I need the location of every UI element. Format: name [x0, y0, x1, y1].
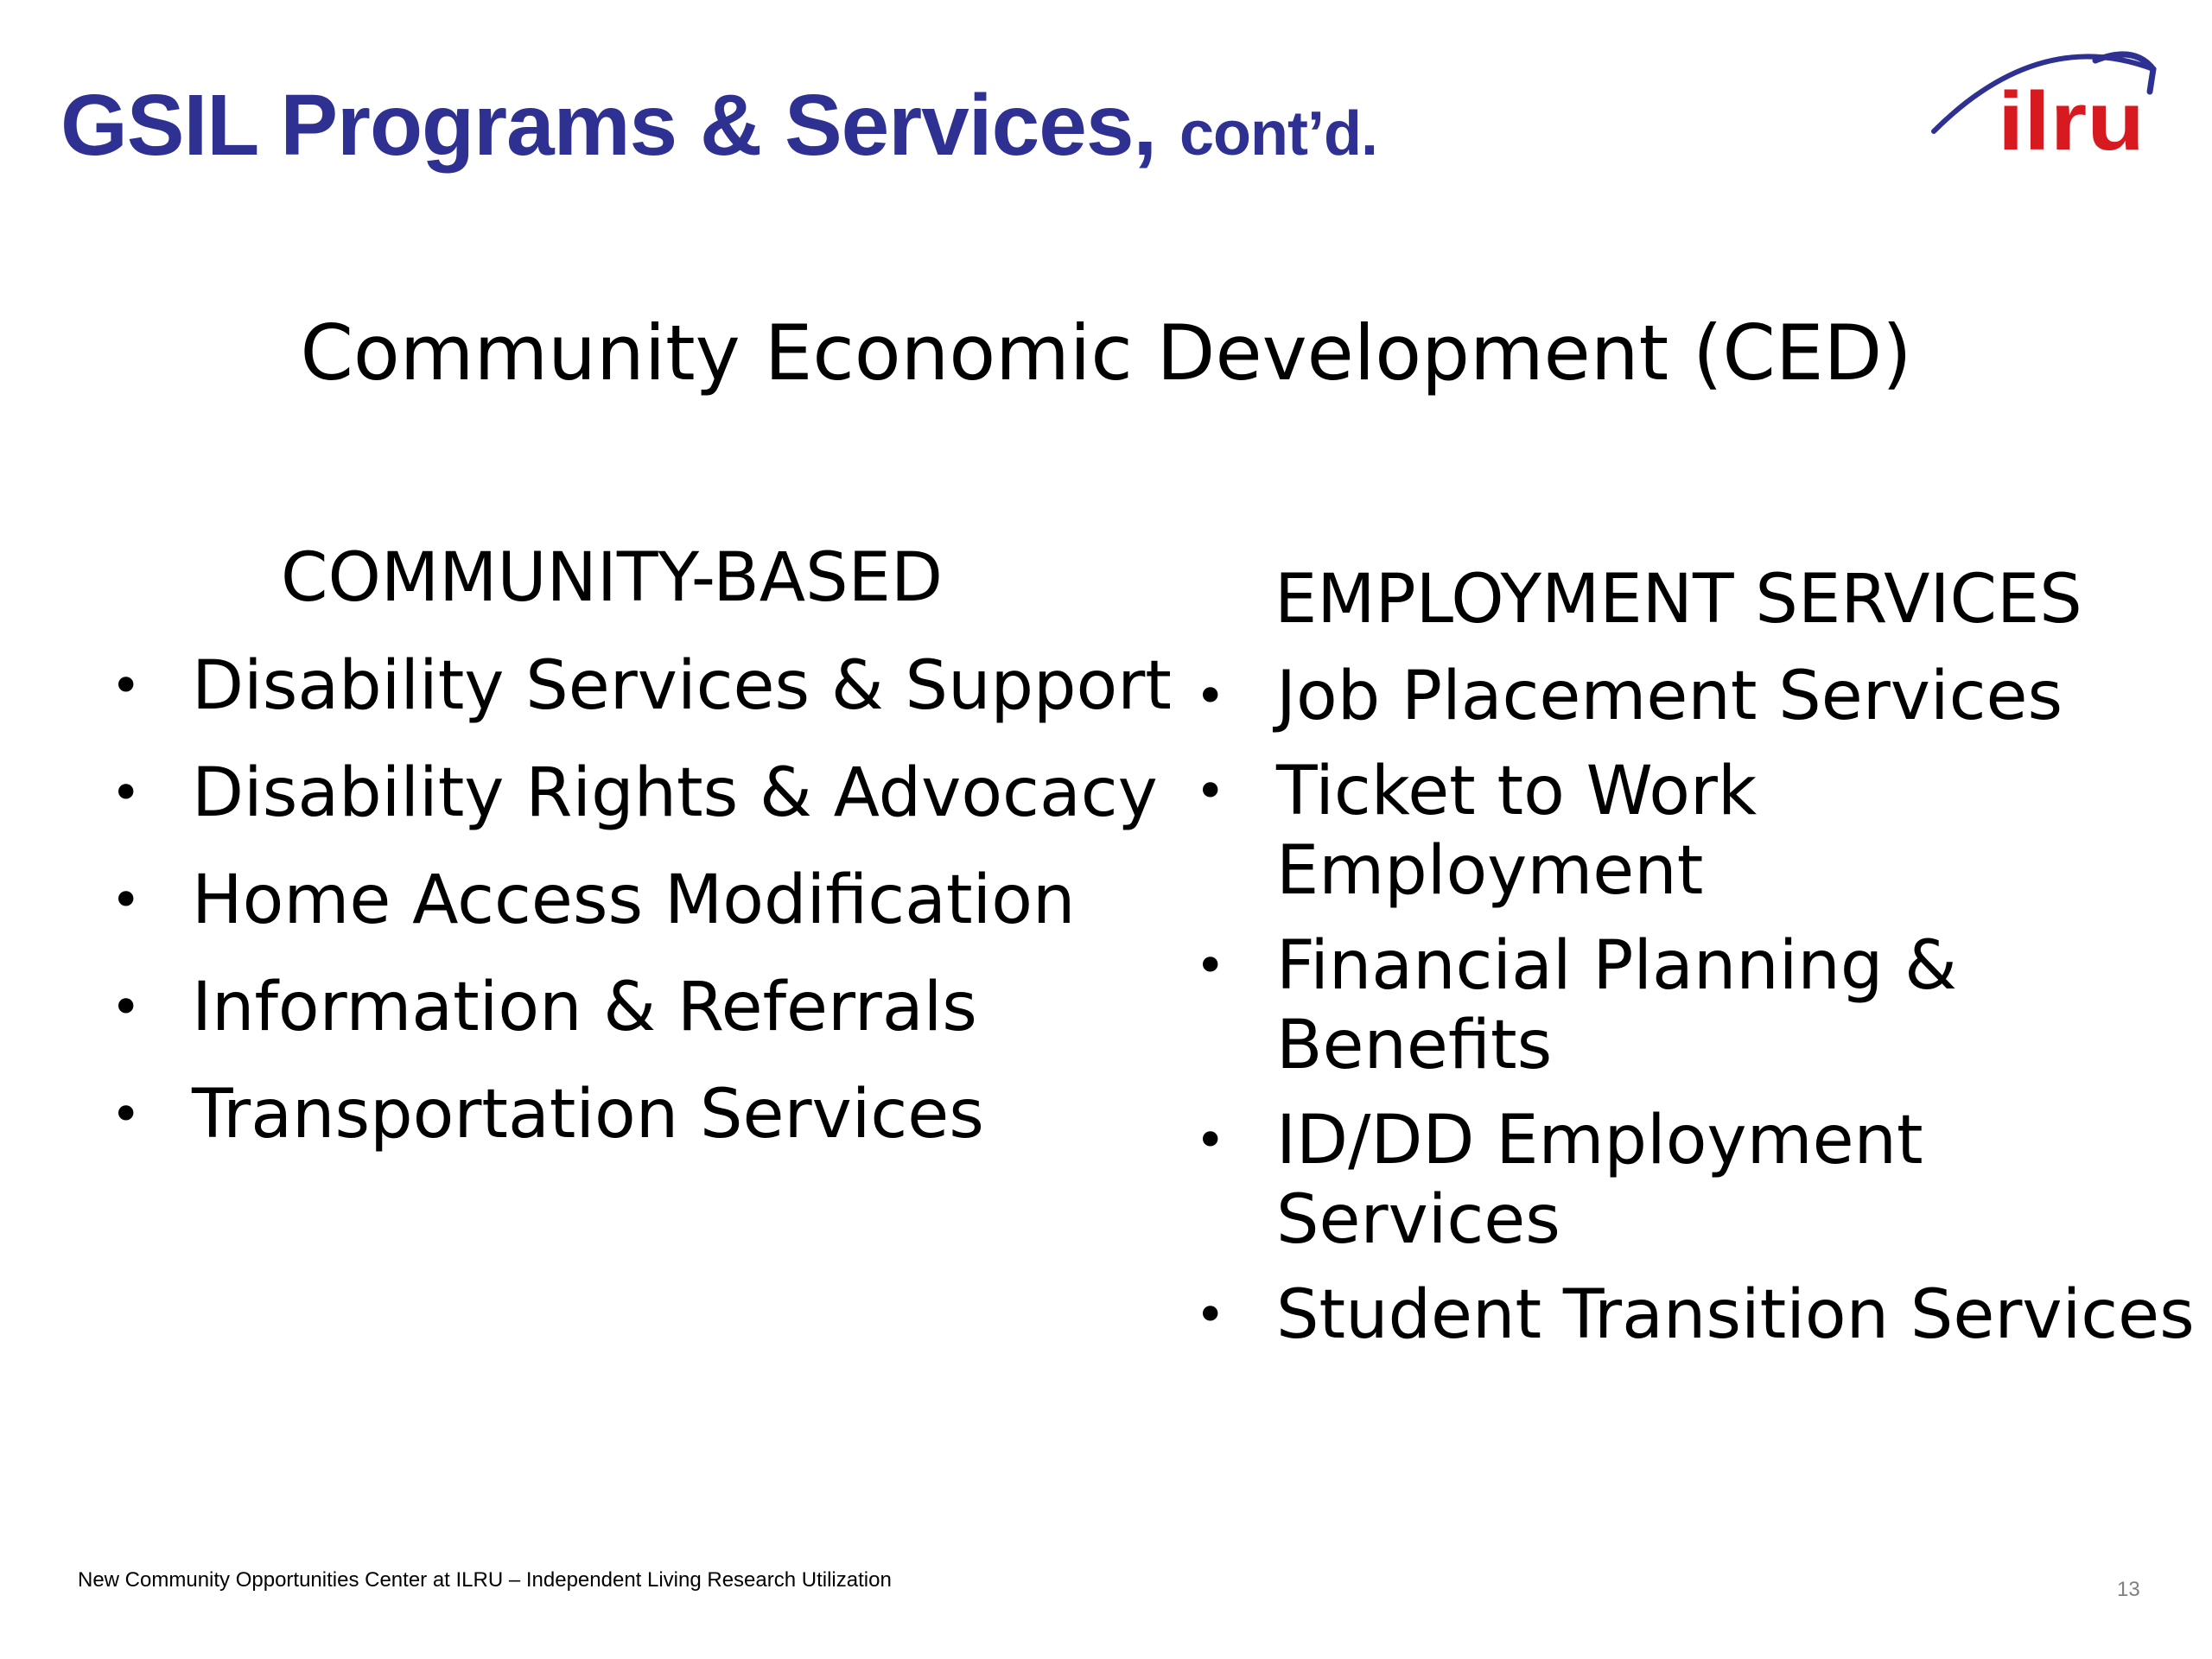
- page-number: 13: [2117, 1578, 2140, 1601]
- list-item-text: Disability Rights & Advocacy: [192, 754, 1158, 832]
- slide-title-main: GSIL Programs & Services,: [60, 77, 1157, 174]
- bullet-icon: •: [111, 870, 142, 931]
- list-item: [95, 861, 1175, 940]
- list-item-text: Transportation Services: [192, 1076, 984, 1154]
- employment-services-list: [1179, 657, 2199, 1370]
- bullet-icon: •: [1195, 666, 1226, 727]
- ilru-logo: [1927, 35, 2160, 164]
- bullet-icon: •: [111, 1084, 142, 1145]
- bullet-icon: •: [1195, 936, 1226, 996]
- list-item-text: Student Transition Services: [1276, 1276, 2195, 1354]
- list-item: [1179, 657, 2199, 736]
- slide-title: [60, 77, 1377, 174]
- footer-text: New Community Opportunities Center at ILRU – Independent Living Research Utilization: [78, 1568, 892, 1592]
- list-item-text: Home Access Modification: [192, 861, 1076, 939]
- list-item-text: Disability Services & Support: [192, 647, 1172, 725]
- list-item: [1179, 752, 2199, 911]
- community-based-heading: COMMUNITY-BASED: [281, 539, 944, 617]
- slide-title-suffix: cont’d.: [1179, 99, 1377, 168]
- bullet-icon: •: [1195, 761, 1226, 822]
- bullet-icon: •: [111, 656, 142, 716]
- list-item: [1179, 1101, 2199, 1260]
- slide-subtitle: Community Economic Development (CED): [300, 308, 1912, 397]
- ilru-logo-text: ilru: [1998, 75, 2145, 164]
- bullet-icon: •: [111, 977, 142, 1038]
- list-item-text: Financial Planning & Benefits: [1276, 927, 1957, 1084]
- list-item: [95, 968, 1175, 1047]
- bullet-icon: •: [1195, 1285, 1226, 1345]
- list-item: [95, 1075, 1175, 1154]
- list-item: [1179, 926, 2199, 1085]
- list-item: [1179, 1275, 2199, 1355]
- bullet-icon: •: [1195, 1110, 1226, 1171]
- list-item-text: Ticket to Work Employment: [1276, 753, 1758, 910]
- list-item: [95, 646, 1175, 726]
- list-item: [95, 753, 1175, 833]
- list-item-text: ID/DD Employment Services: [1276, 1102, 1923, 1259]
- employment-services-heading: EMPLOYMENT SERVICES: [1274, 561, 2082, 639]
- bullet-icon: •: [111, 763, 142, 823]
- community-based-list: [95, 646, 1175, 1182]
- list-item-text: Information & Referrals: [192, 969, 977, 1046]
- list-item-text: Job Placement Services: [1276, 658, 2063, 735]
